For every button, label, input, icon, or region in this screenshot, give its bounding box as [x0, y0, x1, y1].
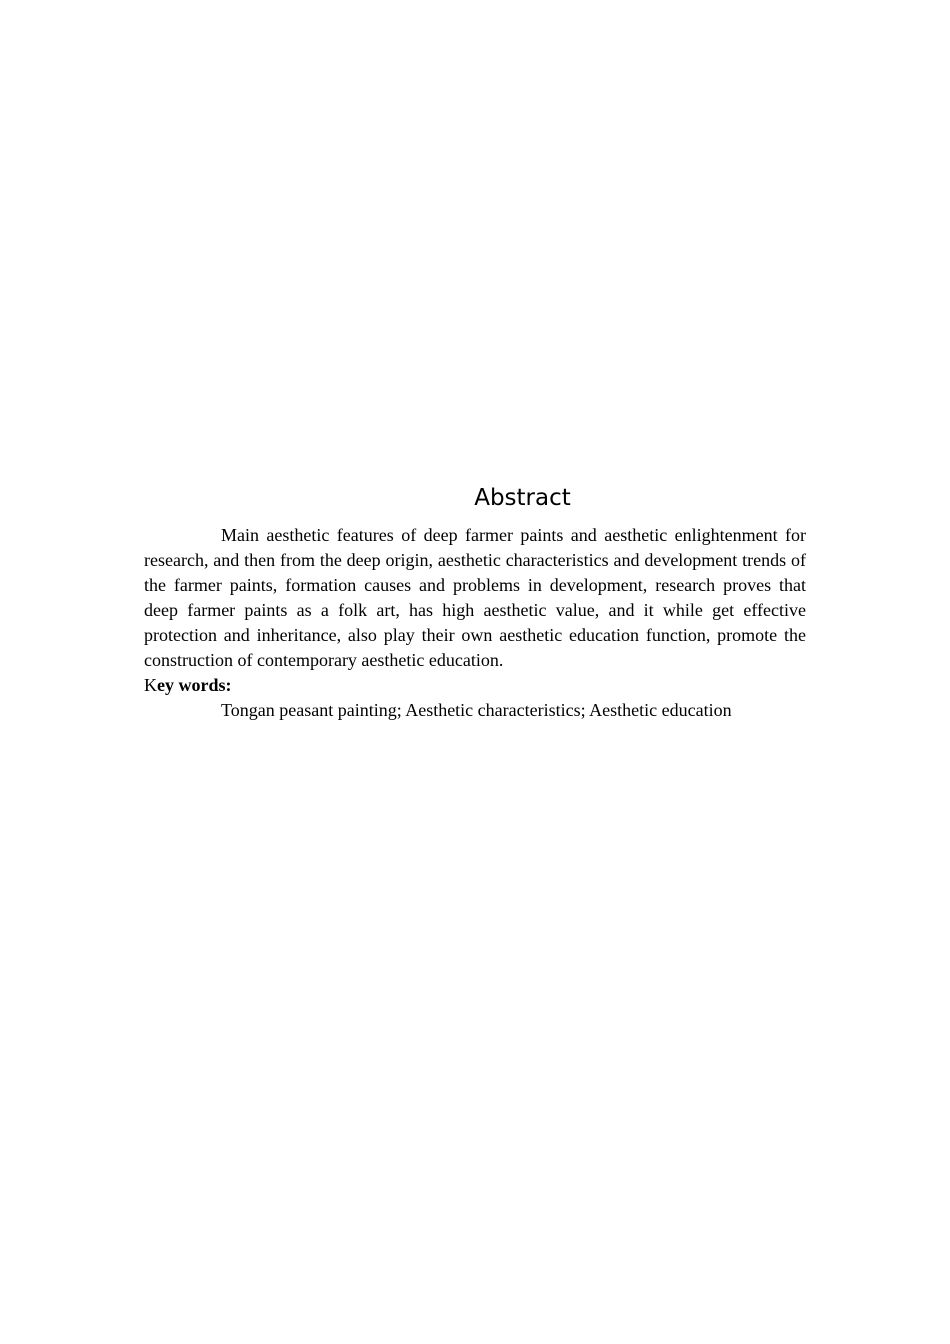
keywords-list: Tongan peasant painting; Aesthetic characteristics; Aesthetic education — [221, 700, 732, 720]
keywords-heading — [144, 673, 232, 698]
abstract-title: Abstract — [474, 485, 571, 511]
keywords-label-initial: K — [144, 675, 157, 695]
keywords-label-rest: ey words: — [157, 675, 232, 695]
abstract-body: Main aesthetic features of deep farmer paints and aesthetic enlightenment for research, and then from the deep origin, aesthetic characteristics and development trends of the farmer paints, formation causes and problems in development, research proves that deep farmer paints as a folk art, has high aesthetic value, and it while get effective protection and inheritance, also play their own aesthetic education function, promote the construction of contemporary aesthetic education. — [144, 525, 806, 670]
